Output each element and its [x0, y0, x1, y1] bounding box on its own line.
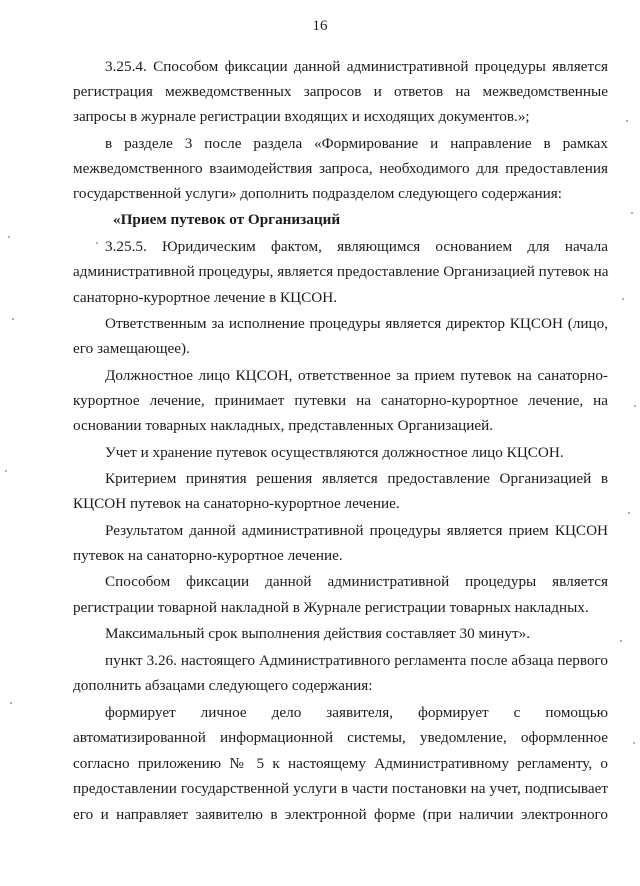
text-line: формирует личное дело заявителя, формирует с помощью: [105, 704, 608, 721]
text-line: его замещающее).: [73, 340, 190, 357]
text-line: предоставлении государственной услуги в части постановки на учет, подписывает: [73, 780, 608, 797]
text-line: в разделе 3 после раздела «Формирование и направление в рамках: [105, 135, 608, 152]
text-line: курортное лечение, принимает путевки на санаторно-курортное лечение, на: [73, 392, 608, 409]
text-line: КЦСОН путевок на санаторно-курортное лечение.: [73, 495, 400, 512]
page-number: 16: [312, 18, 328, 34]
text-line: регистрация межведомственных запросов и ответов на межведомственные: [73, 83, 608, 100]
text-line: Максимальный срок выполнения действия составляет 30 минут».: [105, 625, 530, 642]
section-heading: «Прием путевок от Организаций: [113, 211, 341, 228]
text-line: государственной услуги» дополнить подразделом следующего содержания:: [73, 185, 563, 202]
text-line: согласно приложению № 5 к настоящему Административному регламенту, о: [73, 755, 608, 772]
text-line: административной процедуры, является предоставление Организацией путевок на: [73, 263, 609, 280]
text-line: межведомственного взаимодействия запроса, необходимого для предоставления: [73, 160, 608, 177]
text-line: Способом фиксации данной административной процедуры является: [105, 573, 608, 590]
text-line: запросы в журнале регистрации входящих и исходящих документов.»;: [73, 108, 530, 125]
text-line: 3.25.5. Юридическим фактом, являющимся основанием для начала: [105, 238, 608, 255]
text-line: пункт 3.26. настоящего Административного регламента после абзаца первого: [105, 652, 608, 669]
text-line: дополнить абзацами следующего содержания:: [73, 677, 373, 694]
text-line: Результатом данной административной процедуры является прием КЦСОН: [105, 522, 608, 539]
text-line: Учет и хранение путевок осуществляются должностное лицо КЦСОН.: [105, 444, 564, 461]
text-line: основании товарных накладных, представленных Организацией.: [73, 417, 494, 434]
text-line: путевок на санаторно-курортное лечение.: [73, 547, 343, 564]
text-line: 3.25.4. Способом фиксации данной административной процедуры является: [105, 58, 608, 75]
text-line: автоматизированной информационной системы, уведомление, оформленное: [73, 729, 608, 746]
text-line: Должностное лицо КЦСОН, ответственное за прием путевок на санаторно-: [105, 367, 608, 384]
text-line: Критерием принятия решения является предоставление Организацией в: [105, 470, 608, 487]
text-line: Ответственным за исполнение процедуры является директор КЦСОН (лицо,: [105, 315, 608, 332]
text-line: регистрации товарной накладной в Журнале регистрации товарных накладных.: [73, 599, 589, 616]
text-line: его и направляет заявителю в электронной форме (при наличии электронного: [73, 806, 608, 823]
text-line: санаторно-курортное лечение в КЦСОН.: [73, 289, 338, 306]
